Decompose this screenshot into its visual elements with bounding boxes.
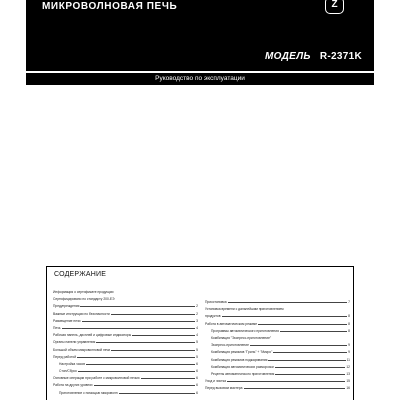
toc-page-number: 6 xyxy=(196,390,198,395)
toc-entry xyxy=(205,311,350,318)
toc-entry-text: Настройка часов xyxy=(59,361,85,366)
toc-entry xyxy=(205,355,350,362)
toc-entry-text: Перед вызовом мастера xyxy=(205,386,243,391)
toc-entry-text: Органы панели управления xyxy=(53,340,96,345)
toc-leader xyxy=(132,335,195,336)
toc-entry-text: Перед работой xyxy=(53,354,77,359)
toc-entry xyxy=(205,319,350,326)
toc-entry-text: Сертифицировано по стандарту 200-ЕЭ xyxy=(53,297,115,302)
toc-leader xyxy=(119,390,198,395)
toc-entry xyxy=(53,345,198,352)
toc-entry xyxy=(205,297,350,304)
model-line xyxy=(265,51,362,62)
toc-page-number: 4 xyxy=(196,333,198,338)
toc-entry-text: Информация о сертификате продукции xyxy=(53,290,114,294)
toc-entry xyxy=(53,337,198,344)
toc-entry-text: Печь xyxy=(53,325,61,330)
toc-entry xyxy=(205,326,350,333)
toc-page-number: 8 xyxy=(348,314,350,319)
toc-page-number: 7 xyxy=(348,300,350,304)
toc-entry-text: Комбинация автоматических разморозки xyxy=(211,364,274,369)
toc-page-number: 11 xyxy=(346,357,350,362)
toc-entry-text: Основные операции при работе с микроволновой печью xyxy=(53,376,140,381)
toc-entry xyxy=(205,304,350,311)
toc-leader xyxy=(96,342,195,343)
toc-entry xyxy=(53,294,198,301)
toc-leader xyxy=(80,306,195,307)
toc-leader xyxy=(94,385,196,386)
toc-page-number: 8 xyxy=(348,328,350,333)
toc-leader xyxy=(275,374,345,375)
toc-leader xyxy=(275,367,346,368)
toc-leader xyxy=(77,357,195,358)
toc-entry xyxy=(205,340,350,347)
cover-header xyxy=(26,0,374,71)
toc-leader xyxy=(78,371,195,372)
toc-page-number: 4 xyxy=(196,325,198,330)
toc-page-number: 5 xyxy=(196,340,198,345)
toc-page-number: 16 xyxy=(346,386,350,391)
model-label: МОДЕЛЬ xyxy=(265,51,311,62)
toc-page-number: 6 xyxy=(196,369,198,374)
toc-entry xyxy=(53,352,198,359)
toc-leader xyxy=(250,345,347,346)
toc-leader xyxy=(258,324,347,325)
toc-page-number: 6 xyxy=(196,376,198,381)
toc-entry xyxy=(53,301,198,308)
product-title: МИКРОВОЛНОВАЯ ПЕЧЬ xyxy=(42,1,178,12)
toc-leader xyxy=(280,331,347,332)
toc-entry xyxy=(205,333,350,340)
toc-entry xyxy=(53,309,198,316)
toc-page-number: 2 xyxy=(196,311,198,316)
manual-subtitle: Руководство по эксплуатации xyxy=(26,73,374,85)
toc-leader xyxy=(273,352,347,353)
toc-right-column xyxy=(205,297,350,390)
toc-entry xyxy=(53,287,198,294)
toc-leader xyxy=(111,350,195,351)
toc-page-number: 13 xyxy=(346,371,350,376)
toc-title: СОДЕРЖАНИЕ xyxy=(54,271,107,278)
toc-leader xyxy=(268,360,345,361)
toc-page-number: 5 xyxy=(196,347,198,352)
toc-page-number: 2 xyxy=(196,304,198,309)
table-of-contents xyxy=(46,266,354,400)
toc-entry xyxy=(205,347,350,354)
toc-leader xyxy=(111,314,195,315)
toc-entry-text: Комбинация режимов "Гриль" + "Микро" xyxy=(211,350,273,355)
toc-entry xyxy=(53,316,198,323)
toc-entry-text: Установка времени с дальнейшим приготовлением xyxy=(205,307,284,312)
toc-entry-text: Уход и чистка xyxy=(205,379,226,384)
toc-page-number: 3 xyxy=(196,318,198,323)
toc-entry-text: Большой объем микроволновой печи xyxy=(53,347,111,352)
toc-page-number: 6 xyxy=(196,383,198,388)
toc-entry xyxy=(53,323,198,330)
toc-entry xyxy=(53,388,198,395)
toc-leader xyxy=(228,302,348,303)
toc-entry-text: Комбинация "Экспресс-приготовление" xyxy=(211,335,272,340)
toc-leader xyxy=(227,381,345,382)
toc-leader xyxy=(86,364,195,365)
toc-entry-text: Работа в автоматическом режиме xyxy=(205,321,258,326)
toc-entry-text: Стоп/Сброс xyxy=(59,369,77,374)
toc-page-number: 12 xyxy=(346,364,350,369)
toc-page-number: 8 xyxy=(348,321,350,326)
toc-entry-text: Экспресс-приготовление xyxy=(211,343,249,348)
toc-entry-text: Важные инструкции по безопасности xyxy=(53,311,110,316)
model-number: R-2371K xyxy=(319,51,362,62)
toc-entry-text: Рабочая панель, дисплей и цифровые индикаторы xyxy=(53,333,132,338)
toc-page-number: 6 xyxy=(196,361,198,366)
toc-entry-text: продуктов xyxy=(205,314,221,319)
toc-entry xyxy=(205,369,350,376)
toc-entry-text: Программы автоматического приготовления xyxy=(211,328,279,333)
toc-entry xyxy=(53,373,198,380)
toc-entry-text: Комбинация режимов поджаривания xyxy=(211,357,268,362)
toc-entry-text: Рецепты автоматического приготовления xyxy=(211,371,275,376)
toc-entry xyxy=(205,383,350,390)
toc-leader xyxy=(62,325,198,330)
toc-entry xyxy=(53,330,198,337)
toc-page-number: 5 xyxy=(196,354,198,359)
toc-entry xyxy=(205,376,350,383)
toc-page-number: 9 xyxy=(348,343,350,348)
toc-entry-text: Предупреждения xyxy=(53,304,80,309)
toc-page-number: 9 xyxy=(348,350,350,355)
toc-entry-text: Приготовление с помощью микроволн xyxy=(59,390,118,395)
language-badge: Z xyxy=(325,0,344,14)
toc-leader xyxy=(222,316,348,317)
toc-entry-text: Размещение печи xyxy=(53,318,81,323)
toc-entry xyxy=(53,366,198,373)
toc-entry xyxy=(53,359,198,366)
toc-entry xyxy=(205,362,350,369)
toc-leader xyxy=(82,318,198,323)
toc-page-number: 15 xyxy=(346,379,350,384)
toc-leader xyxy=(141,378,196,379)
toc-entry xyxy=(53,380,198,387)
toc-entry-text: Приостановка xyxy=(205,300,227,304)
toc-leader xyxy=(244,388,346,389)
toc-left-column xyxy=(53,287,198,395)
toc-entry-text: Работа на других уровнях xyxy=(53,383,93,388)
